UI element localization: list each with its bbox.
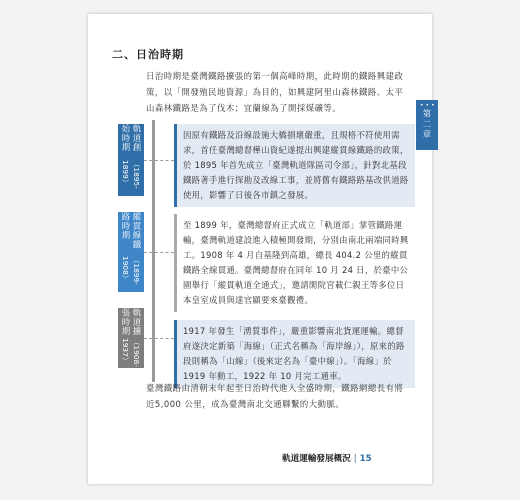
period-label-text: 軌道擴張時期 <box>121 308 142 337</box>
period-label-expansion <box>118 308 144 368</box>
tab-dots-icon: ••• <box>420 102 437 109</box>
period-label-trunk-line <box>118 212 144 292</box>
period-text-trunk-line: 至 1899 年，臺灣總督府正式成立「軌道部」掌管鐵路運輸，臺灣軌道建設進入積極開發期，分別由南北兩端同時興工。1908 年 4 月自基隆到高雄，總長 404.2 公里的縱貫鐵路全線貫通。臺灣總督府在同年 10 月 24 日，於臺中公園舉行「縱貫軌道全通式」，邀請閑院宮載仁親王等多位日本皇室成員與達官顯要來臺觀禮。 <box>174 214 415 312</box>
timeline-connector <box>144 338 174 340</box>
timeline-connector <box>144 252 174 254</box>
page-number: 15 <box>359 454 372 464</box>
period-text-founding: 因原有鐵路及沿線設施大橋損壞嚴重，且規格不符使用需求，首任臺灣總督樺山資紀遂提出興建縱貫線鐵路的政策，於 1895 年首先成立「臺灣軌道隊區司令部」，針對北基段鐵路著手進行探勘及改線工事，並將舊有鐵路路基改供道路使用，影響了日後各市鎮之發展。 <box>174 124 415 207</box>
page-footer <box>282 452 372 464</box>
period-label-founding <box>118 124 144 196</box>
period-label-text: 軌道創始時期 <box>121 124 142 153</box>
intro-paragraph: 日治時期是臺灣鐵路擴張的第一個高峰時期，此時期的鐵路興建政策，以「開發殖民地資源」為目的，如興建阿里山森林鐵路、太平山森林鐵路是為了伐木；宜蘭線為了開採煤礦等。 <box>146 71 404 113</box>
footer-separator: | <box>353 454 357 464</box>
period-text-expansion: 1917 年發生「湧質事件」，嚴重影響南北貨運運輸。總督府遂決定新築「海線」（正式名稱為「海岸線」），原來的路段則稱為「山線」（後來定名為「臺中線」）。「海線」於 1919 年動工，1922 年 10 月完工通車。 <box>174 320 415 388</box>
footer-title: 軌道運輸發展概況 <box>282 454 351 464</box>
chapter-tab[interactable] <box>416 100 438 150</box>
period-dates: （1895-1899） <box>121 160 141 190</box>
period-dates: （1899-1908） <box>121 255 141 285</box>
period-label-text: 縱貫線鐵路時期 <box>121 212 142 250</box>
timeline-connector <box>144 160 174 162</box>
outro-paragraph: 臺灣鐵路由清朝末年起至日治時代進入全盛時期，鐵路網總長有將近5,000 公里，成為臺灣南北交通聯繫的大動脈。 <box>146 383 404 409</box>
chapter-tab-label: 第二章 <box>422 109 432 141</box>
section-heading: 二、日治時期 <box>112 48 184 61</box>
period-dates: （1908-1937） <box>121 338 141 368</box>
